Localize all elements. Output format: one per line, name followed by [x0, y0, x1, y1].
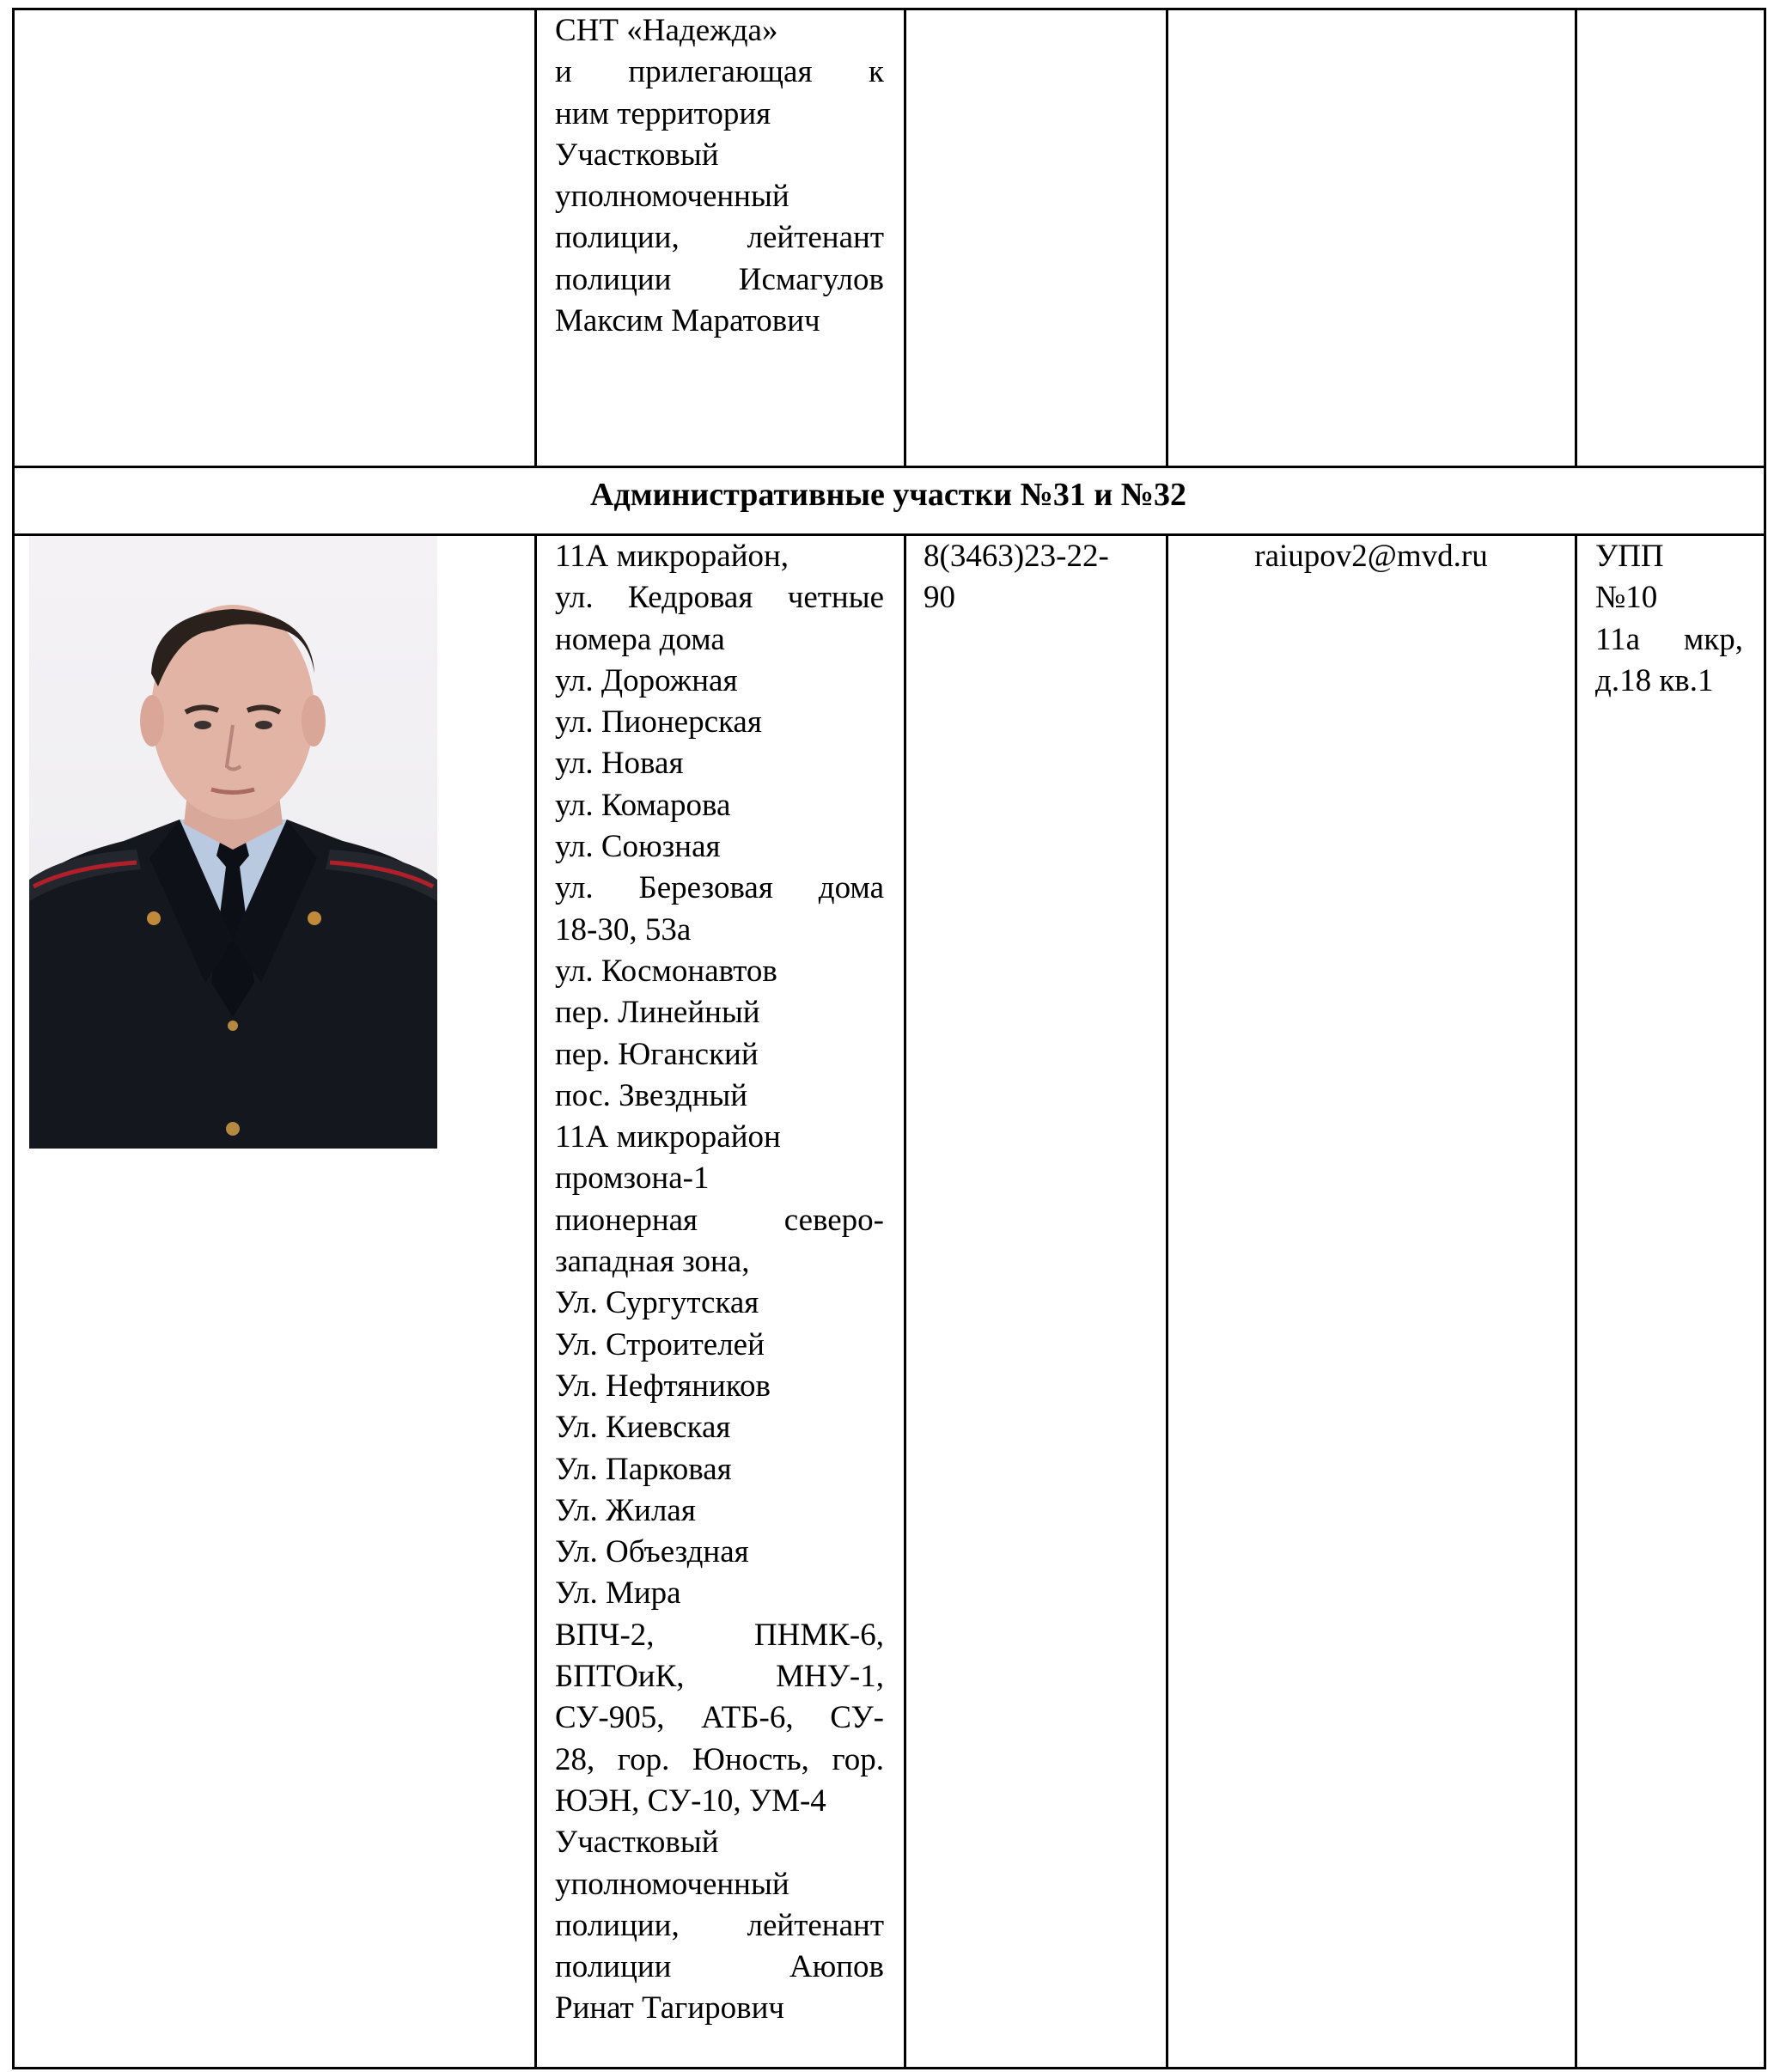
address-line: 11А микрорайон, — [555, 539, 789, 574]
column-divider-2 — [904, 533, 906, 2069]
address-line: ул. Новая — [555, 746, 684, 782]
address-line: пос. Звездный — [555, 1077, 748, 1113]
officer-photo — [29, 536, 437, 1149]
address-line: ВПЧ-2, ПНМК-6, — [555, 1617, 884, 1653]
address-line: 28, гор. Юность, гор. — [555, 1741, 884, 1777]
email-link[interactable]: raiupov2@mvd.ru — [1254, 539, 1488, 574]
address-line: Ул. Объездная — [555, 1534, 749, 1570]
address-line: номера дома — [555, 621, 725, 657]
phone-line: 8(3463)23-22- — [924, 539, 1109, 574]
email-cell — [1170, 536, 1572, 577]
column-divider-4 — [1575, 533, 1577, 2069]
column-divider-1 — [534, 533, 537, 2069]
address-line: Ринат Тагирович — [555, 1990, 785, 2026]
address-cell-top — [555, 10, 884, 342]
office-line: УПП — [1595, 539, 1664, 574]
address-line: полиции Аюпов — [555, 1949, 884, 1985]
address-line: Максим Маратович — [555, 303, 820, 339]
table-border-top — [12, 8, 1766, 10]
table-border-left — [12, 8, 15, 2069]
address-line: ним территория — [555, 95, 771, 131]
address-line: ул. Союзная — [555, 829, 721, 865]
address-line: ЮЭН, СУ-10, УМ-4 — [555, 1783, 826, 1819]
office-line: 11а мкр, — [1595, 621, 1743, 657]
address-line: уполномоченный — [555, 179, 789, 215]
address-line: Ул. Мира — [555, 1575, 681, 1612]
address-line: ул. Дорожная — [555, 662, 738, 698]
address-line: 18-30, 53а — [555, 911, 692, 948]
column-divider-3 — [1166, 8, 1168, 468]
officer-portrait — [29, 536, 437, 1149]
office-line: д.18 кв.1 — [1595, 662, 1714, 698]
address-line: и прилегающая к — [555, 54, 884, 90]
address-line: ул. Пионерская — [555, 704, 762, 740]
table-border-bottom — [12, 2067, 1766, 2069]
address-line: БПТОиК, МНУ-1, — [555, 1659, 884, 1695]
address-line: 11А микрорайон — [555, 1119, 781, 1155]
address-line: ул. Комарова — [555, 787, 731, 823]
section-title: Административные участки №31 и №32 — [590, 477, 1186, 513]
address-line: Ул. Киевская — [555, 1410, 731, 1446]
address-line: ул. Березовая дома — [555, 870, 884, 906]
office-line: №10 — [1595, 580, 1658, 616]
office-cell — [1595, 536, 1743, 702]
table-border-right — [1764, 8, 1766, 2069]
address-cell-main — [555, 536, 884, 2030]
address-line: ул. Кедровая четные — [555, 580, 884, 616]
address-line: Участковый — [555, 137, 719, 173]
address-line: ул. Космонавтов — [555, 953, 777, 989]
row-divider-1 — [12, 466, 1766, 468]
address-line: Участковый — [555, 1825, 719, 1861]
address-line: СУ-905, АТБ-6, СУ- — [555, 1700, 884, 1736]
column-divider-3 — [1166, 533, 1168, 2069]
address-line: Ул. Парковая — [555, 1451, 732, 1487]
address-line: Ул. Жилая — [555, 1492, 696, 1528]
address-line: Ул. Сургутская — [555, 1285, 759, 1321]
column-divider-4 — [1575, 8, 1577, 468]
address-line: Ул. Строителей — [555, 1326, 765, 1362]
address-line: полиции, лейтенант — [555, 220, 884, 256]
address-line: Ул. Нефтяников — [555, 1368, 771, 1404]
address-line: промзона-1 — [555, 1161, 710, 1197]
address-line: пер. Юганский — [555, 1036, 759, 1072]
address-line: уполномоченный — [555, 1866, 789, 1902]
address-line: пионерная северо- — [555, 1202, 884, 1238]
address-line: пер. Линейный — [555, 995, 760, 1031]
phone-line: 90 — [924, 580, 955, 616]
address-line: полиции Исмагулов — [555, 261, 884, 297]
phone-cell — [924, 536, 1155, 619]
address-line: полиции, лейтенант — [555, 1907, 884, 1943]
column-divider-2 — [904, 8, 906, 468]
address-line: западная зона, — [555, 1244, 750, 1280]
address-line: СНТ «Надежда» — [555, 13, 778, 48]
column-divider-1 — [534, 8, 537, 468]
